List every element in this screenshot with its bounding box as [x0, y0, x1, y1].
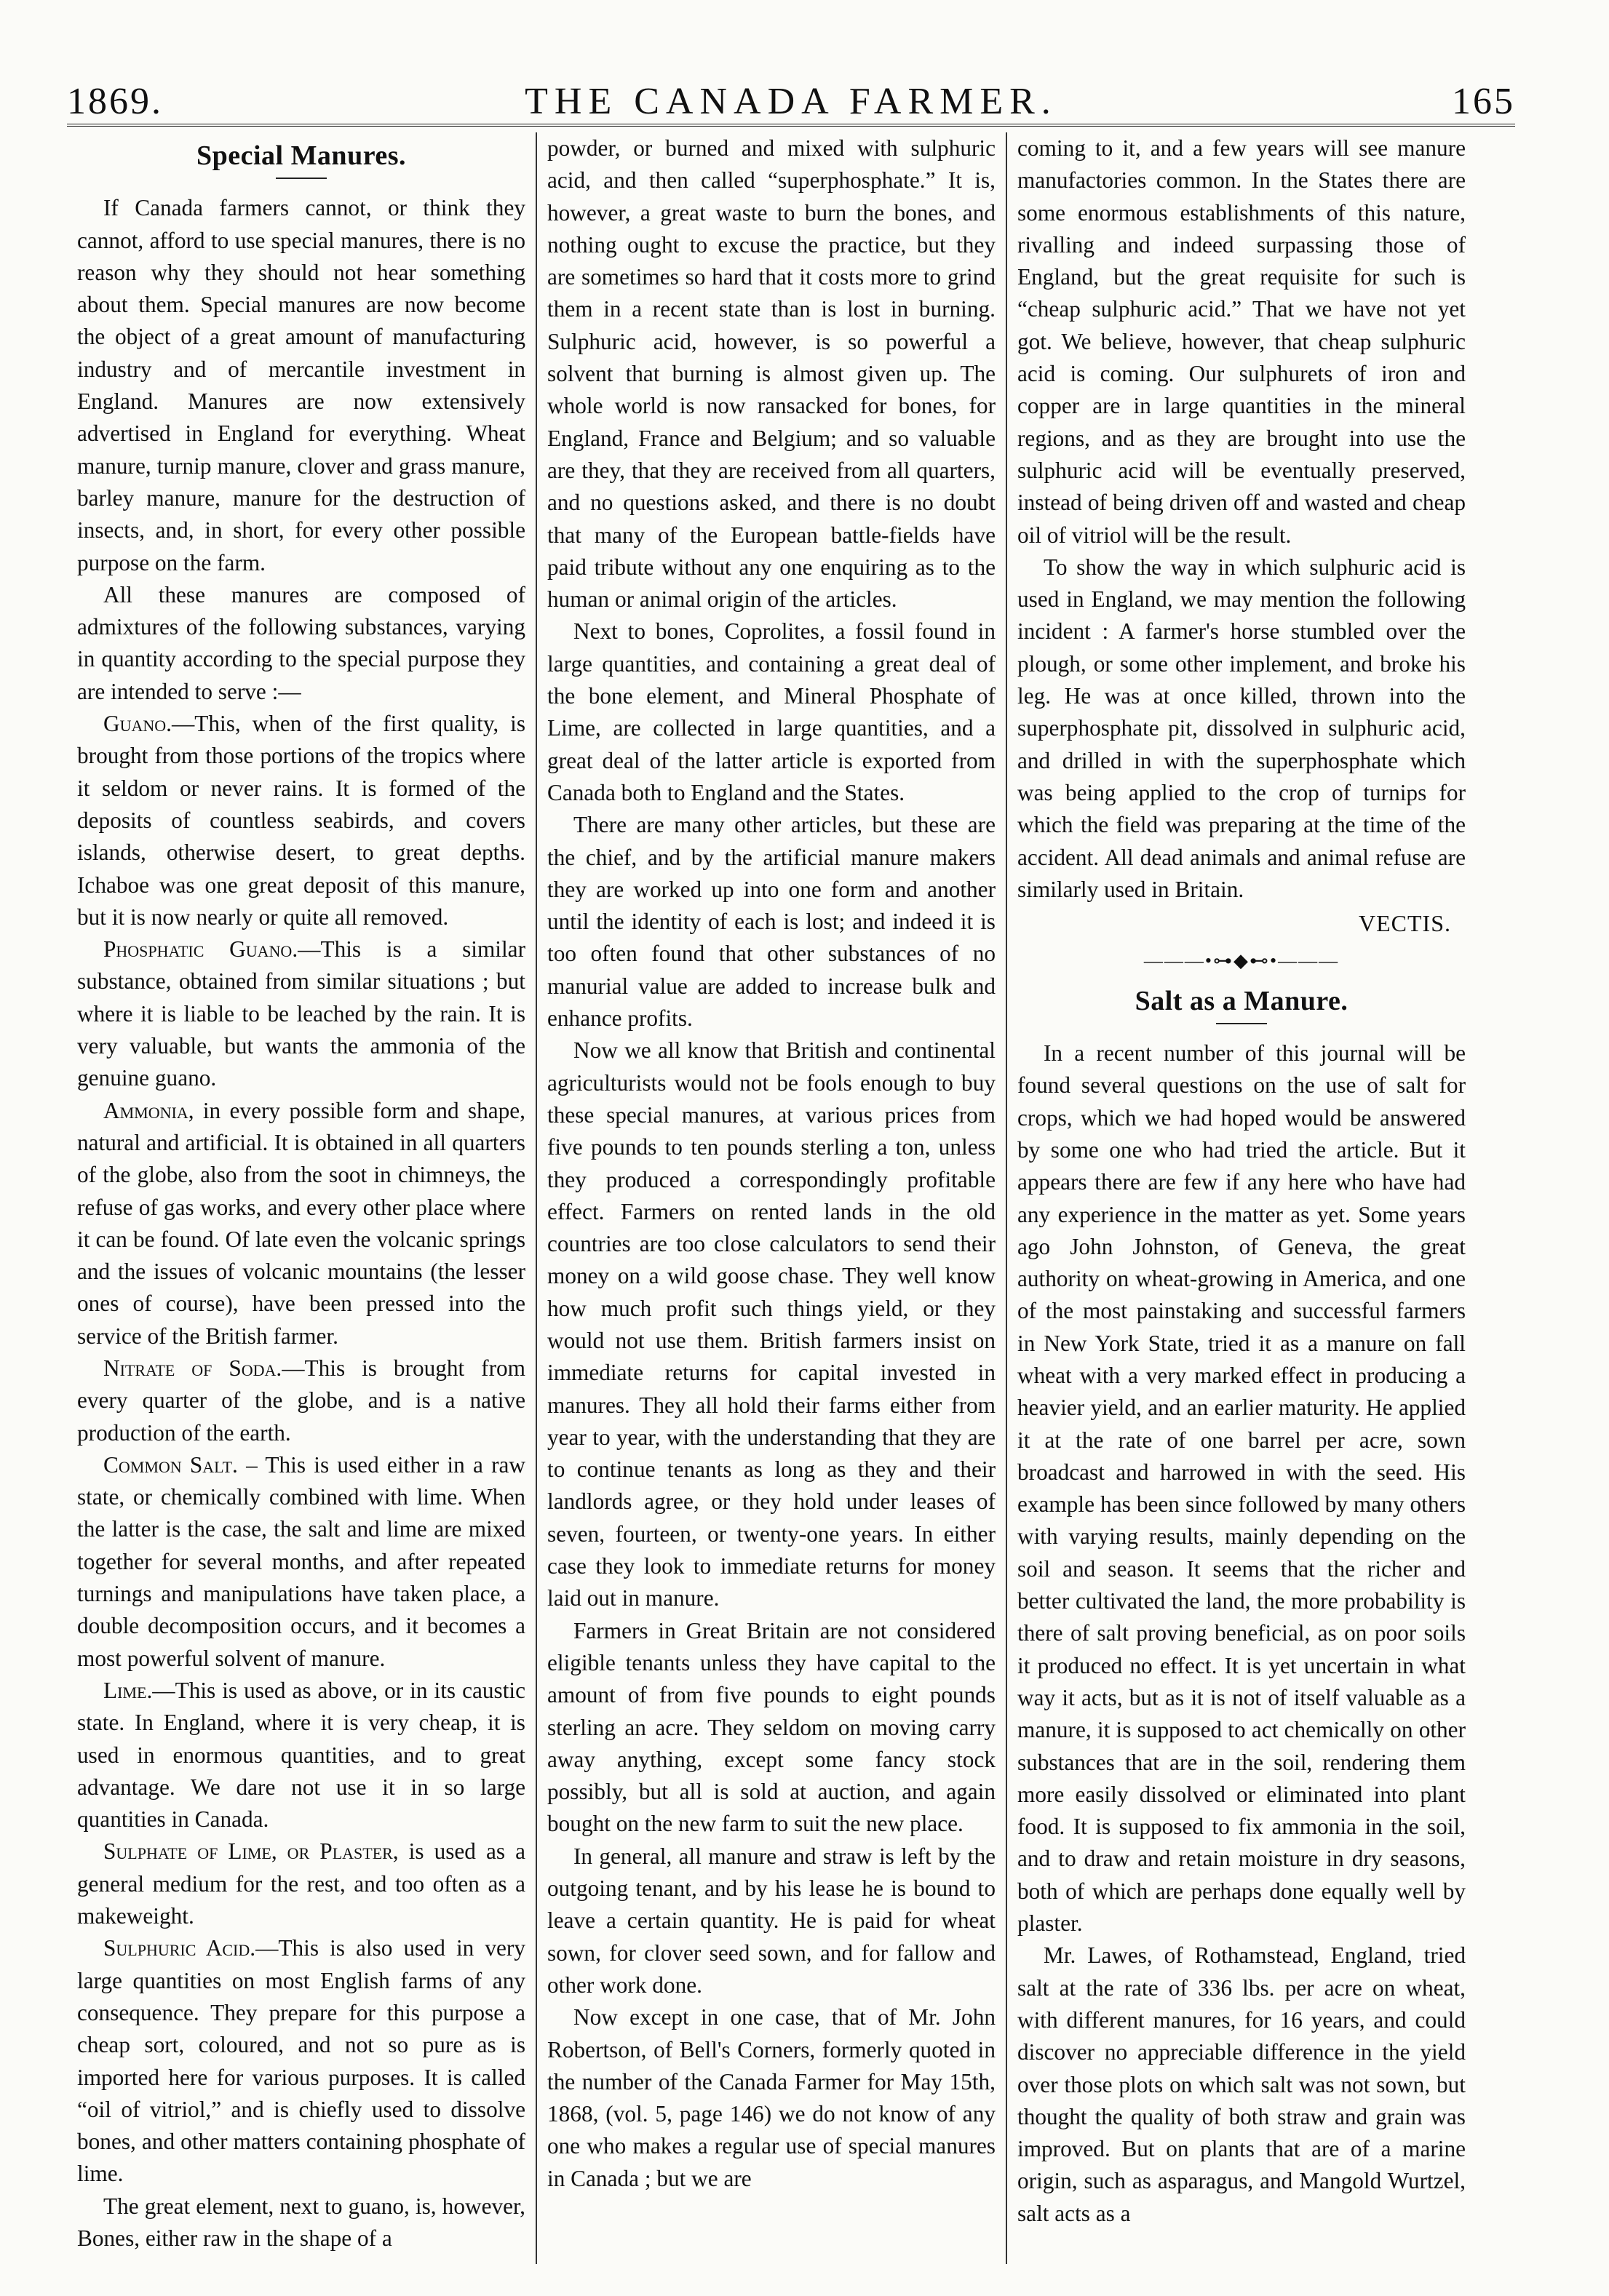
- entry-term: Common Salt.: [103, 1451, 238, 1478]
- paragraph: Next to bones, Coprolites, a fossil found in large quantities, and containing a great deal of the bone element, and Mineral Phosphate of Lime, are collected in large quantities, and a great deal of the latter article is exported from Canada both to England and the States.: [547, 618, 996, 805]
- author-signature: VECTIS.: [1359, 910, 1451, 937]
- paragraph: Now except in one case, that of Mr. John Robertson, of Bell's Corners, formerly quoted in the number of the Canada Farmer for May 15th, 1868, (vol. 5, page 146) we do not know of any one who makes a regular use of special manures in Canada ; but we are: [547, 2004, 996, 2191]
- entry-sulphate-of-lime: [77, 1835, 525, 1932]
- entry-text: in every possible form and shape, natural and artificial. It is obtained in all quarters of the globe, also from the soot in chimneys, the refuse of gas works, and every other place where it can be found. Of late even the volcanic springs and the issues of volcanic mountains (the lesser ones of course), have been pressed into the service of the British farmer.: [77, 1097, 525, 1349]
- entry-term: Guano.: [103, 711, 172, 737]
- paragraph: Farmers in Great Britain are not considered eligible tenants unless they have capital to the amount of from five pounds to eight pounds sterling an acre. They seldom on moving carry away anything, except some fancy stock possibly, but all is sold at auction, and again bought on the new farm to suit the new place.: [547, 1617, 996, 1837]
- section-ornament: ———•⊶◆⊷•———: [1143, 950, 1340, 972]
- paragraph: powder, or burned and mixed with sulphuric acid, and then called “superphosphate.” It is, however, a great waste to burn the bones, and nothing ought to excuse the practice, but they are sometimes so hard that it costs more to grind them in a recent state than is lost in burning. Sulphuric acid, however, is so powerful a solvent that burning is almost given up. The whole world is now ransacked for bones, for England, France and Belgium; and so valuable are they, that they are received from all quarters, and no questions asked, and there is no doubt that many of the European battle-fields have paid tribute without any one enquiring as to the human or animal origin of the articles.: [547, 135, 996, 613]
- entry-term: Sulphuric Acid.: [103, 1935, 256, 1961]
- header-year: 1869.: [67, 81, 163, 122]
- newspaper-page: [67, 44, 1515, 2270]
- entry-text: —This, when of the first quality, is brought from those portions of the tropics where it seldom or never rains. It is formed of the deposits of countless seabirds, and covers islands, otherwise desert, to great depths. Ichaboe was one great deposit of this manure, but it is now nearly or quite all removed.: [77, 711, 525, 930]
- entry-phosphatic-guano: [77, 933, 525, 1094]
- entry-term: Ammonia,: [103, 1097, 194, 1123]
- title-rule: [276, 178, 327, 179]
- column-3: [1007, 132, 1476, 2264]
- entry-common-salt: [77, 1449, 525, 1675]
- entry-text: – This is used either in a raw state, or chemically combined with lime. When the latter is the case, the salt and lime are mixed together for several months, and after repeated turnings and manipulations have taken place, a double decomposition occurs, and it becomes a most powerful solvent of manure.: [77, 1451, 525, 1671]
- entry-term: Nitrate of Soda.: [103, 1355, 282, 1381]
- paragraph: Now we all know that British and continental agriculturists would not be fools enough to buy these special manures, at various prices from five pounds to ten pounds sterling a ton, unless they produced a correspondingly profitable effect. Farmers on rented lands in the old countries are too close calculators to send their money on a wild goose chase. They well know how much profit such things yield, or they would not use them. British farmers insist on immediate returns for capital invested in manures. They all hold their farms either from year to year, with the understanding that they are to continue tenants as long as they and their landlords agree, or they hold under leases of seven, fourteen, or twenty-one years. In either case they look to immediate returns for money laid out in manure.: [547, 1037, 996, 1611]
- entry-sulphuric-acid: [77, 1932, 525, 2190]
- page-header: [67, 44, 1515, 127]
- article-title-special-manures: Special Manures.: [196, 140, 407, 171]
- entry-guano: [77, 708, 525, 933]
- entry-lime: [77, 1675, 525, 1835]
- title-rule: [1216, 1023, 1267, 1024]
- entry-ammonia: [77, 1095, 525, 1352]
- entry-text: —This is used as above, or in its caustic state. In England, where it is very cheap, it is used in enormous quantities, and to great advantage. We dare not use it in so large quantities in Canada.: [77, 1677, 525, 1833]
- paragraph: The great element, next to guano, is, however, Bones, either raw in the shape of a: [77, 2193, 525, 2251]
- paragraph: Mr. Lawes, of Rothamstead, England, tried salt at the rate of 336 lbs. per acre on wheat, with different manures, for 16 years, and could discover no appreciable difference in the yield over those plots on which salt was not sown, but thought the quality of both straw and grain was improved. But on plants that are of a marine origin, such as asparagus, and Mangold Wurtzel, salt acts as a: [1017, 1942, 1466, 2226]
- entry-term: Sulphate of Lime, or Plaster,: [103, 1838, 399, 1865]
- entry-term: Lime.: [103, 1677, 153, 1703]
- article-title-salt-as-a-manure: Salt as a Manure.: [1135, 985, 1348, 1016]
- masthead-title: THE CANADA FARMER.: [525, 81, 1057, 122]
- paragraph: In general, all manure and straw is left by the outgoing tenant, and by his lease he is bound to leave a certain quantity. He is paid for wheat sown, for clover seed sown, and for fallow and other work done.: [547, 1843, 996, 1998]
- entry-text: —This is a similar substance, obtained from similar situations ; but where it is liable to be leached by the rain. It is very valuable, but wants the ammonia of the genuine guano.: [77, 936, 525, 1091]
- column-1: [67, 132, 536, 2264]
- paragraph: There are many other articles, but these are the chief, and by the artificial manure makers they are worked up into one form and another until the identity of each is lost; and indeed it is too often found that other substances of no manurial value are added to increase bulk and enhance profits.: [547, 812, 996, 1032]
- page-number: 165: [1452, 81, 1515, 122]
- paragraph: To show the way in which sulphuric acid is used in England, we may mention the following incident : A farmer's horse stumbled over the plough, or some other implement, and broke his leg. He was at once killed, thrown into the superphosphate pit, dissolved in sulphuric acid, and drilled in with the superphosphate which was being applied to the crop of turnips for which the field was preparing at the time of the accident. All dead animals and animal refuse are similarly used in Britain.: [1017, 554, 1466, 902]
- entry-text: —This is also used in very large quantities on most English farms of any consequence. They prepare for this purpose a cheap sort, coloured, and not so pure as is imported here for various purposes. It is called “oil of vitriol,” and is chiefly used to dissolve bones, and other matters containing phosphate of lime.: [77, 1935, 525, 2187]
- column-2: [537, 132, 1006, 2264]
- paragraph: In a recent number of this journal will be found several questions on the use of salt for crops, which we had hoped would be answered by some one who had tried the article. But it appears there are few if any here who have had any experience in the matter as yet. Some years ago John Johnston, of Geneva, the great authority on wheat-growing in America, and one of the most painstaking and successful farmers in New York State, tried it as a manure on fall wheat with a very marked effect in producing a heavier yield, and an earlier maturity. He applied it at the rate of one barrel per acre, sown broadcast and harrowed in with the seed. His example has been since followed by many others with varying results, mainly depending on the soil and season. It seems that the richer and better cultivated the land, the more probability is there of salt proving beneficial, as on poor soils it produced no effect. It is yet uncertain in what way it acts, but as it is not of itself valuable as a manure, it is supposed to act chemically on other substances that are in the soil, rendering them more easily dissolved or eliminated into plant food. It is supposed to fix ammonia in the soil, and to draw and retain moisture in dry seasons, both of which are perhaps done equally well by plaster.: [1017, 1040, 1466, 1937]
- article-columns: [67, 132, 1515, 2264]
- paragraph: If Canada farmers cannot, or think they cannot, afford to use special manures, there is no reason why they should not hear something about them. Special manures are now become the object of a great amount of manufacturing industry and of mercantile investment in England. Manures are now extensively advertised in England for everything. Wheat manure, turnip manure, clover and grass manure, barley manure, manure for the destruction of insects, and, in short, for every other possible purpose on the farm.: [77, 195, 525, 575]
- paragraph: All these manures are composed of admixtures of the following substances, varying in quantity according to the special purpose they are intended to serve :—: [77, 581, 525, 704]
- entry-term: Phosphatic Guano.: [103, 936, 298, 962]
- entry-text: —This is brought from every quarter of the globe, and is a native production of the earth.: [77, 1355, 526, 1446]
- entry-text: is used as a general medium for the rest, and too often as a makeweight.: [77, 1838, 525, 1929]
- entry-nitrate-of-soda: [77, 1352, 525, 1449]
- paragraph: coming to it, and a few years will see manure manufactories common. In the States there are some enormous establishments of this nature, rivalling and indeed surpassing those of England, but the great requisite for such is “cheap sulphuric acid.” That we have not yet got. We believe, however, that cheap sulphuric acid is coming. Our sulphurets of iron and copper are in large quantities in the mineral regions, and as they are brought into use the sulphuric acid will be eventually preserved, instead of being driven off and wasted and cheap oil of vitriol will be the result.: [1017, 135, 1466, 548]
